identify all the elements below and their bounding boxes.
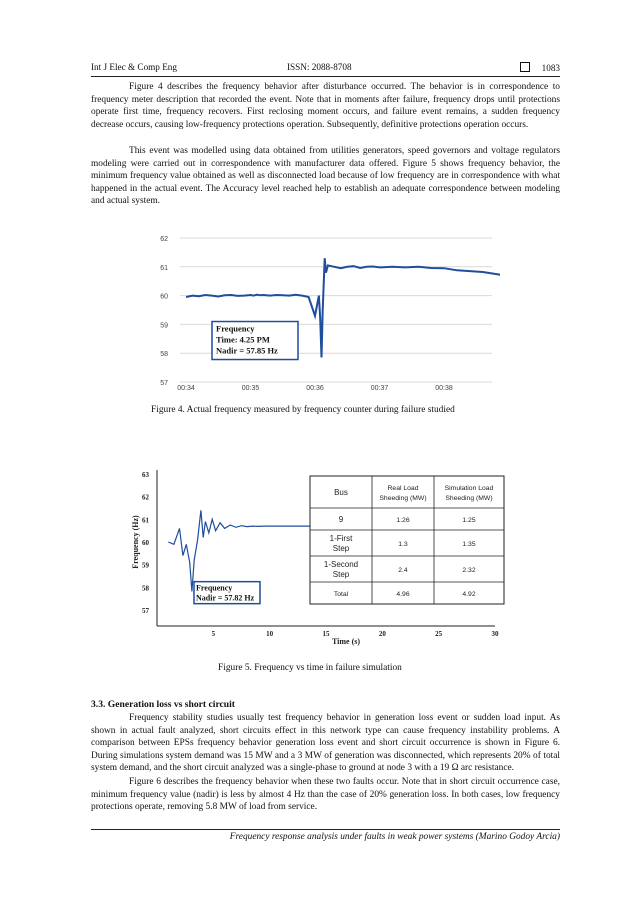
journal-name: Int J Elec & Comp Eng <box>91 62 177 72</box>
table-bus-cell: 1-Second <box>323 560 359 569</box>
table-sim-cell: 4.92 <box>462 591 476 598</box>
x-tick-label: 25 <box>435 630 443 638</box>
y-tick-label: 59 <box>142 561 149 570</box>
paragraph-2-text: This event was modelled using data obtained from utilities generators, speed governors and voltage regulators modeling were carried out in correspondence with manufacturer data offered. Figure 5 shows frequency behavior, the minimum frequency value obtained as well as disconnected load because of low frequency are in correspondence with what happened in the actual event. The Accuracy level reached help to establish an adequate correspondence between modeling and actual system. <box>91 146 560 207</box>
paragraph-4-text: Figure 6 describes the frequency behavior when these two faults occur. Note that in short circuit occurrence case, minimum frequency value (nadir) is less by almost 4 Hz than the case of 20% generation loss. In both cases, low frequency protections operate, removing 5.8 MW of load from service. <box>91 777 560 813</box>
page-number: 1083 <box>541 63 560 73</box>
table-header-cell: Sheeding (MW) <box>379 495 427 502</box>
table-bus-cell: Total <box>333 591 349 598</box>
table-real-cell: 2.4 <box>398 567 408 574</box>
table-bus-cell: Step <box>332 544 350 553</box>
y-axis-label: Frequency (Hz) <box>131 515 140 569</box>
x-tick-label: 00:37 <box>370 385 389 392</box>
table-real-cell: 1.26 <box>396 517 410 524</box>
figure-5-chart <box>130 462 510 647</box>
paragraph-3 <box>91 712 560 775</box>
table-real-cell: 1.3 <box>398 541 408 548</box>
issn: ISSN: 2088-8708 <box>287 62 352 72</box>
paragraph-3-text: Frequency stability studies usually test frequency behavior in generation loss event or sudden load input. As shown in actual fault analyzed, short circuits effect in this network type can cause frequency instability problems. A comparison between EPSs frequency behavior generation loss event and short circuit occurrence is shown in Figure 6. During simulations system demand was 15 MW and a 3 MW of generation was disconnected, which represents 20% of total system demand, and the short circuit analyzed was a single-phase to ground at node 3 with a 19 Ω arc resistance. <box>91 713 560 774</box>
annotation-line: Time: 4.25 PM <box>216 334 270 345</box>
simulated-frequency-line <box>168 510 314 591</box>
header-rule <box>91 76 560 77</box>
x-tick-label: 10 <box>266 630 274 638</box>
running-footer: Frequency response analysis under faults in weak power systems (Marino Godoy Arcia) <box>229 832 560 842</box>
y-tick-label: 60 <box>142 539 149 547</box>
checkbox-square-icon <box>520 62 530 72</box>
figure-4-caption: Figure 4. Actual frequency measured by frequency counter during failure studied <box>151 405 455 415</box>
x-tick-label: 30 <box>491 630 499 638</box>
y-tick-label: 60 <box>160 293 168 301</box>
section-heading: 3.3. Generation loss vs short circuit <box>91 699 235 710</box>
nadir-annotation <box>212 322 298 360</box>
y-tick-label: 62 <box>160 236 168 243</box>
table-sim-cell: 1.35 <box>462 541 476 548</box>
annotation-line: Nadir = 57.85 Hz <box>216 345 278 356</box>
table-bus-cell: 9 <box>338 515 344 524</box>
running-header <box>91 62 560 74</box>
y-tick-label: 57 <box>160 380 168 387</box>
figure-5 <box>130 462 510 647</box>
annotation-line: Frequency <box>196 583 233 593</box>
figure-4-chart <box>140 228 500 400</box>
y-tick-label: 58 <box>160 351 168 359</box>
paragraph-2 <box>91 145 560 208</box>
x-axis-label: Time (s) <box>331 637 361 646</box>
load-shedding-table <box>310 476 504 604</box>
paragraph-1-text: Figure 4 describes the frequency behavior after disturbance occurred. The behavior is in correspondence to frequency meter description that recorded the event. Note that in moments after failure, frequency drops until protections operate first time, frequency recovers. First reclosing moment occurs, and failure event remains, a sudden frequency decrease occurs, causing low-frequency protections operation. Subsequently, definitive protections operation occurs. <box>91 82 560 130</box>
table-header-cell: Bus <box>334 488 348 497</box>
annotation-line: Nadir = 57.82 Hz <box>196 593 255 603</box>
nadir-annotation <box>194 582 260 604</box>
table-sim-cell: 1.25 <box>462 517 476 524</box>
y-tick-label: 62 <box>142 493 149 502</box>
x-tick-label: 00:36 <box>306 385 324 392</box>
y-tick-label: 61 <box>142 516 149 525</box>
y-tick-label: 58 <box>142 584 149 593</box>
table-real-cell: 4.96 <box>396 591 410 598</box>
x-tick-label: 00:35 <box>241 385 260 392</box>
table-sim-cell: 2.32 <box>462 567 476 574</box>
y-tick-label: 61 <box>160 264 168 272</box>
x-tick-label: 5 <box>211 630 216 638</box>
x-tick-label: 00:38 <box>435 385 453 392</box>
paragraph-1 <box>91 81 560 131</box>
y-tick-label: 57 <box>142 607 149 615</box>
figure-4 <box>140 228 500 400</box>
figure-5-caption: Figure 5. Frequency vs time in failure simulation <box>218 663 402 673</box>
x-tick-label: 20 <box>378 630 386 638</box>
table-header-cell: Sheeding (MW) <box>445 495 493 502</box>
y-tick-label: 59 <box>160 322 168 330</box>
x-tick-label: 00:34 <box>177 385 195 392</box>
table-bus-cell: Step <box>332 570 350 579</box>
table-header-cell: Simulation Load <box>444 485 494 492</box>
table-header-cell: Real Load <box>387 485 419 492</box>
paragraph-4 <box>91 776 560 814</box>
y-tick-label: 63 <box>142 471 149 479</box>
footer-rule <box>91 829 560 830</box>
table-bus-cell: 1-First <box>329 534 353 543</box>
annotation-line: Frequency <box>216 323 255 334</box>
page-number-group <box>520 62 560 73</box>
x-tick-label: 15 <box>322 630 330 638</box>
